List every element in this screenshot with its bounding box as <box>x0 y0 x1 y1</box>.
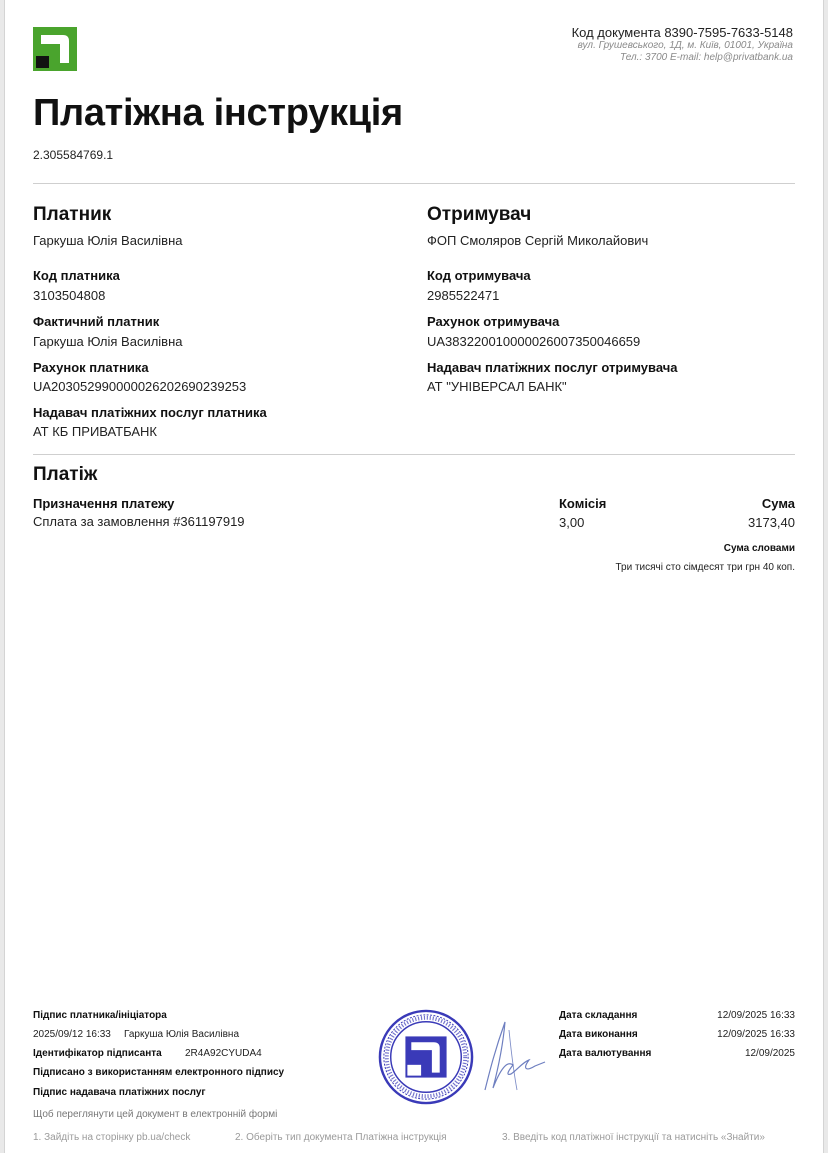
value-date-label: Дата валютування <box>559 1048 652 1059</box>
purpose-label: Призначення платежу <box>33 496 175 511</box>
privatbank-logo-icon <box>33 27 77 71</box>
recipient-account-label: Рахунок отримувача <box>427 314 560 329</box>
signature-datetime: 2025/09/12 16:33 <box>33 1029 111 1040</box>
payer-account-value: UA203052990000026202690239253 <box>33 379 247 394</box>
sum-value: 3173,40 <box>748 515 795 530</box>
divider <box>33 454 795 455</box>
commission-label: Комісія <box>559 496 607 511</box>
payer-section-title: Платник <box>33 204 112 225</box>
sum-label: Сума <box>761 496 795 511</box>
recipient-code-value: 2985522471 <box>427 288 500 303</box>
divider <box>33 183 795 184</box>
document-page <box>4 0 824 1153</box>
signature-label: Підпис платника/ініціатора <box>33 1010 167 1021</box>
executed-date-label: Дата виконання <box>559 1029 638 1040</box>
actual-payer-value: Гаркуша Юлія Василівна <box>33 334 183 349</box>
document-code-value: 8390-7595-7633-5148 <box>664 25 793 40</box>
recipient-name: ФОП Смоляров Сергій Миколайович <box>427 233 649 248</box>
e-signature-note: Підписано з використанням електронного підпису <box>33 1067 285 1078</box>
payer-code-label: Код платника <box>33 268 120 283</box>
bank-address: вул. Грушевського, 1Д, м. Київ, 01001, Україна <box>577 40 793 51</box>
signer-id-label: Ідентифікатор підписанта <box>33 1048 162 1059</box>
recipient-account-value: UA383220010000026007350046659 <box>427 334 641 349</box>
handwritten-signature-icon <box>465 1010 555 1100</box>
value-date-value: 12/09/2025 <box>744 1048 795 1059</box>
provider-signature-label: Підпис надавача платіжних послуг <box>33 1087 206 1098</box>
check-intro: Щоб переглянути цей документ в електронній формі <box>33 1109 278 1120</box>
signature-name: Гаркуша Юлія Василівна <box>124 1029 239 1040</box>
check-step-3: 3. Введіть код платіжної інструкції та натисніть «Знайти» <box>502 1132 765 1143</box>
bank-stamp-icon <box>377 1008 475 1106</box>
document-code-label: Код документа <box>571 25 661 40</box>
sum-words-value: Три тисячі сто сімдесят три грн 40 коп. <box>615 562 795 573</box>
payer-account-label: Рахунок платника <box>33 360 149 375</box>
created-date-value: 12/09/2025 16:33 <box>717 1010 795 1021</box>
recipient-provider-value: АТ "УНІВЕРСАЛ БАНК" <box>427 379 567 394</box>
recipient-provider-label: Надавач платіжних послуг отримувача <box>427 360 678 375</box>
recipient-code-label: Код отримувача <box>427 268 531 283</box>
executed-date-value: 12/09/2025 16:33 <box>717 1029 795 1040</box>
actual-payer-label: Фактичний платник <box>33 314 160 329</box>
sum-words-label: Сума словами <box>723 543 795 554</box>
check-step-1: 1. Зайдіть на сторінку pb.ua/check <box>33 1132 191 1143</box>
recipient-section-title: Отримувач <box>427 204 532 225</box>
document-code <box>572 25 793 40</box>
purpose-value: Сплата за замовлення #361197919 <box>33 514 245 529</box>
commission-value: 3,00 <box>559 515 585 530</box>
payer-provider-value: АТ КБ ПРИВАТБАНК <box>33 424 157 439</box>
payer-provider-label: Надавач платіжних послуг платника <box>33 405 267 420</box>
page-title: Платіжна інструкція <box>33 92 403 134</box>
payer-code-value: 3103504808 <box>33 288 106 303</box>
payment-section-title: Платіж <box>33 464 98 485</box>
header-contacts <box>572 25 793 64</box>
created-date-label: Дата складання <box>559 1010 638 1021</box>
signer-id-value: 2R4A92CYUDA4 <box>185 1048 262 1059</box>
bank-contacts: Тел.: 3700 E-mail: help@privatbank.ua <box>620 52 793 63</box>
check-step-2: 2. Оберіть тип документа Платіжна інструкція <box>235 1132 447 1143</box>
payer-name: Гаркуша Юлія Василівна <box>33 233 183 248</box>
document-number: 2.305584769.1 <box>33 148 114 162</box>
